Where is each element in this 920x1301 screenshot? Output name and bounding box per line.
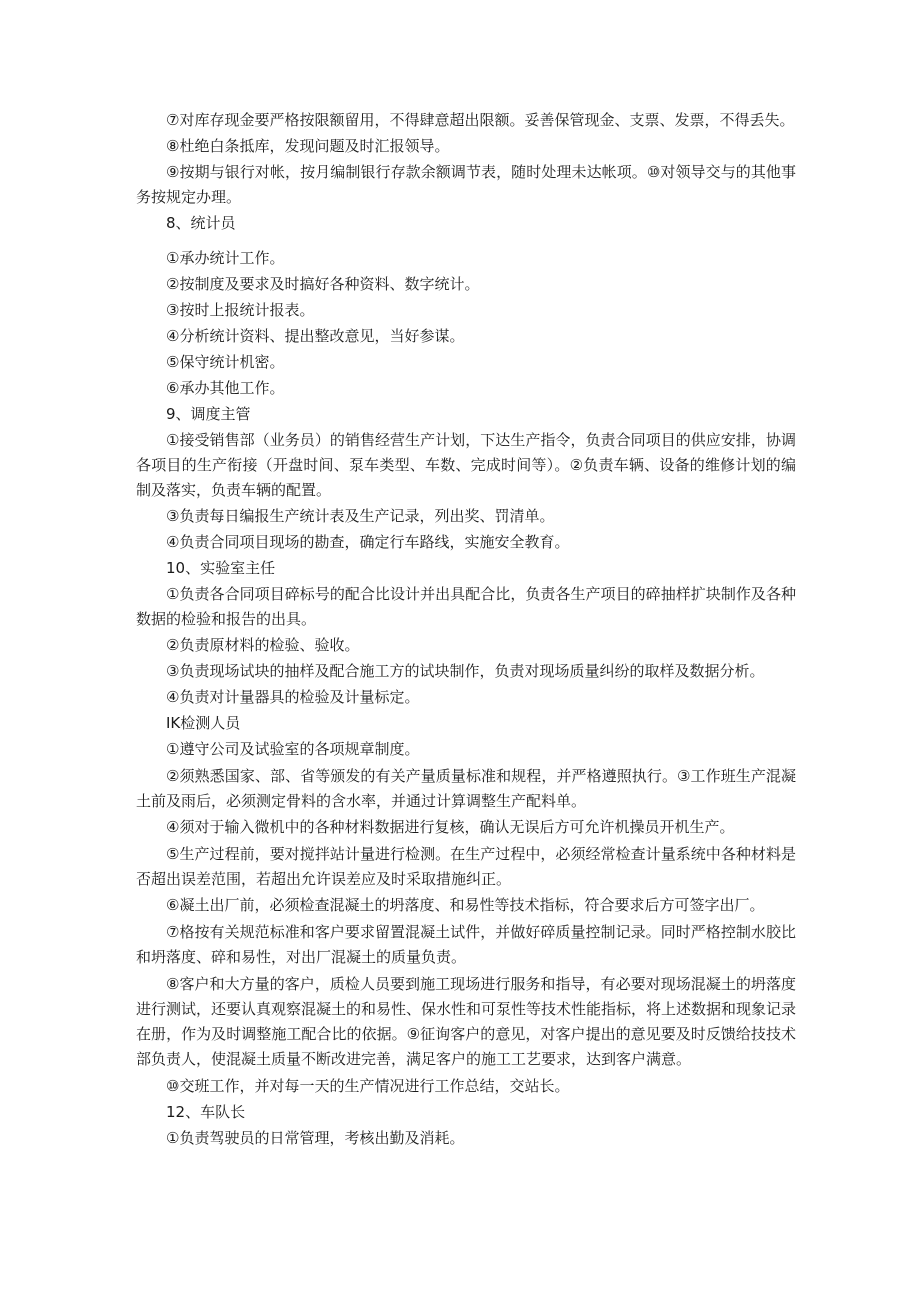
paragraph: ③负责每日编报生产统计表及生产记录，列出奖、罚清单。: [166, 507, 555, 525]
paragraph: ①负责驾驶员的日常管理，考核出勤及消耗。: [166, 1129, 465, 1147]
paragraph: ⑦对库存现金要严格按限额留用，不得肆意超出限额。妥善保管现金、支票、发票，不得丢失。: [166, 111, 795, 129]
paragraph: ③负责现场试块的抽样及配合施工方的试块制作，负责对现场质量纠纷的取样及数据分析。: [166, 662, 765, 680]
paragraph: ①负责各合同项目碎标号的配合比设计并出具配合比，负责各生产项目的碎抽样扩块制作及各种数据的检验和报告的出具。: [136, 585, 796, 628]
section-heading-dispatch-supervisor: 9、调度主管: [166, 405, 251, 423]
section-heading-fleet-leader: 12、车队长: [166, 1103, 246, 1121]
paragraph: ⑥承办其他工作。: [166, 379, 285, 397]
paragraph: ⑧杜绝白条抵库，发现问题及时汇报领导。: [166, 137, 450, 155]
paragraph: ⑩交班工作，并对每一天的生产情况进行工作总结，交站长。: [166, 1077, 570, 1095]
paragraph: ⑨按期与银行对帐，按月编制银行存款余额调节表，随时处理未达帐项。⑩对领导交与的其他事务按规定办理。: [136, 163, 796, 206]
paragraph: ⑧客户和大方量的客户，质检人员要到施工现场进行服务和指导，有必要对现场混凝土的坍落度进行测试，还要认真观察混凝土的和易性、保水性和可泵性等技术性能指标，将上述数据和现象记录在册，作为及时调整施工配合比的依据。⑨征询客户的意见，对客户提出的意见要及时反馈给技技术部负责人，使混凝土质量不断改进完善，满足客户的施工工艺要求，达到客户满意。: [136, 975, 797, 1068]
section-heading-inspectors: IK检测人员: [166, 714, 241, 732]
paragraph: ①接受销售部（业务员）的销售经营生产计划，下达生产指令，负责合同项目的供应安排，协调各项目的生产衔接（开盘时间、泵车类型、车数、完成时间等）。②负责车辆、设备的维修计划的编制及落实，负责车辆的配置。: [136, 431, 796, 499]
paragraph: ③按时上报统计报表。: [166, 301, 315, 319]
paragraph: ⑤保守统计机密。: [166, 353, 285, 371]
paragraph: ①承办统计工作。: [166, 249, 285, 267]
paragraph: ⑥凝土出厂前，必须检查混凝土的坍落度、和易性等技术指标，符合要求后方可签字出厂。: [166, 896, 765, 914]
paragraph: ②须熟悉国家、部、省等颁发的有关产量质量标准和规程，并严格遵照执行。③工作班生产混凝土前及雨后，必须测定骨料的含水率，并通过计算调整生产配料单。: [136, 767, 796, 810]
section-heading-lab-director: 10、实验室主任: [166, 559, 276, 577]
document-body: [136, 108, 796, 1152]
paragraph: ①遵守公司及试验室的各项规章制度。: [166, 740, 420, 758]
paragraph: ⑤生产过程前，要对搅拌站计量进行检测。在生产过程中，必须经常检查计量系统中各种材料是否超出误差范围，若超出允许误差应及时采取措施纠正。: [136, 845, 796, 888]
section-heading-statistician: 8、统计员: [166, 214, 236, 232]
paragraph: ④负责合同项目现场的勘查，确定行车路线，实施安全教育。: [166, 533, 570, 551]
paragraph: ④负责对计量器具的检验及计量标定。: [166, 688, 420, 706]
paragraph: ②按制度及要求及时搞好各种资料、数字统计。: [166, 275, 480, 293]
paragraph: ④分析统计资料、提出整改意见，当好参谋。: [166, 327, 465, 345]
paragraph: ④须对于输入微机中的各种材料数据进行复核，确认无误后方可允许机操员开机生产。: [166, 818, 735, 836]
paragraph: ⑦格按有关规范标准和客户要求留置混凝土试件，并做好碎质量控制记录。同时严格控制水胶比和坍落度、碎和易性，对出厂混凝土的质量负责。: [136, 923, 796, 966]
paragraph: ②负责原材料的检验、验收。: [166, 636, 360, 654]
